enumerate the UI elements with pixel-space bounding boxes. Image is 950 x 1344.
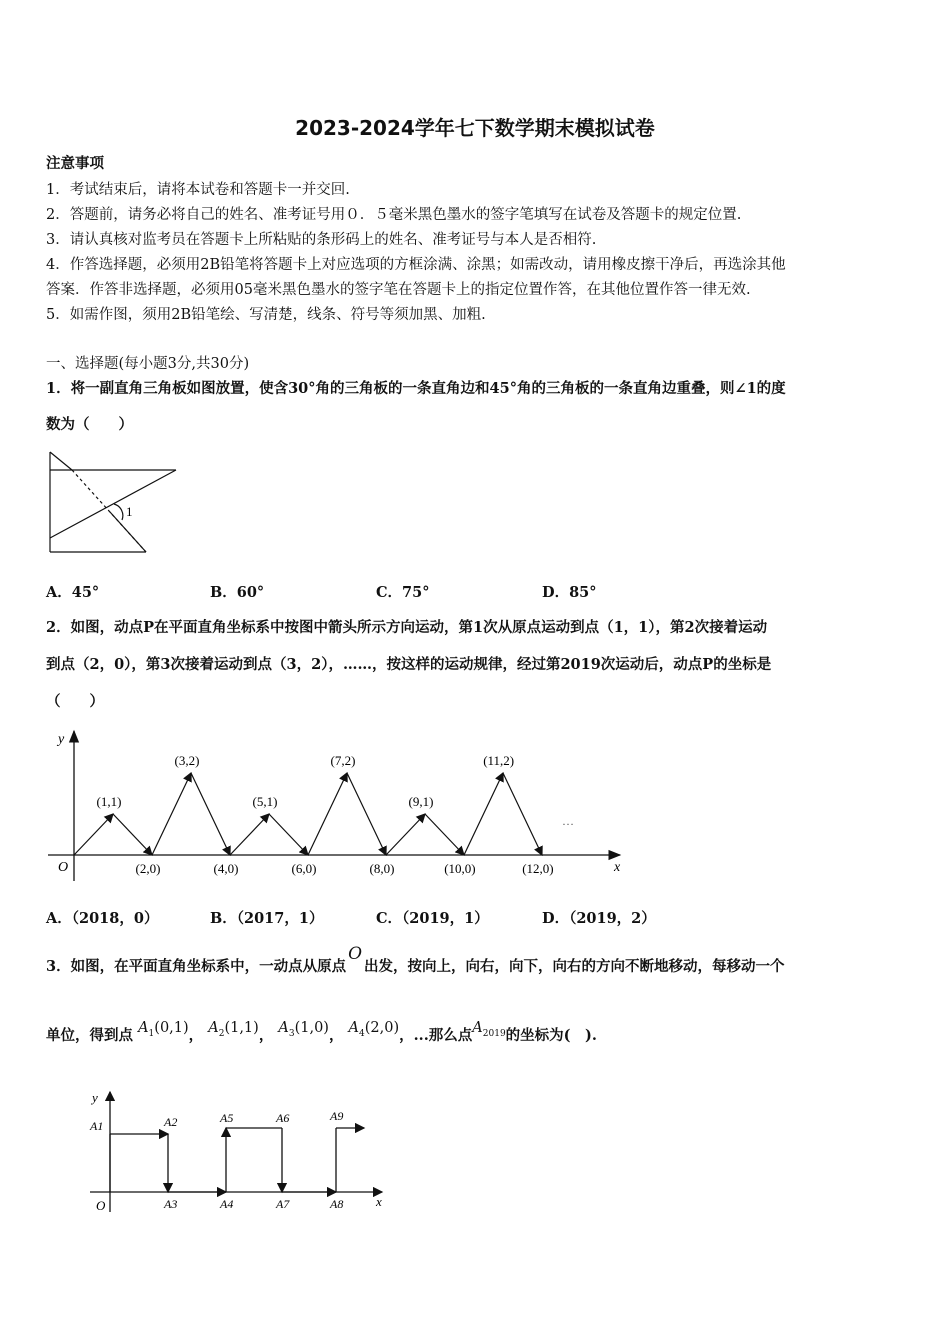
x-axis-label: x <box>614 860 621 875</box>
point-labels <box>97 753 554 876</box>
option-a[interactable]: A．45° <box>46 584 100 601</box>
point-label: (4,0) <box>213 861 239 876</box>
point-a2019: $A_{2019}$ <box>472 1020 506 1039</box>
q1-text: 数为（ ） <box>46 416 133 433</box>
section-heading: 一、选择题(每小题3分,共30分) <box>46 356 250 372</box>
point-label: (9,1) <box>408 794 434 809</box>
option-c[interactable]: C．（2019，1） <box>376 910 489 927</box>
q3-text: 单位，得到点 $A_1(0,1)$， $A_2(1,1)$， $A_3(1,0)$， $A_4(2,0)$，...那么点$A_{2019}$的坐标为( ). <box>46 1020 597 1044</box>
option-c[interactable]: C．75° <box>376 584 430 601</box>
label-a7: A7 <box>276 1197 290 1211</box>
option-d[interactable]: D．（2019，2） <box>542 910 656 927</box>
notice-line: 5．如需作图，须用2B铅笔绘、写清楚，线条、符号等须加黑、加粗. <box>46 307 486 323</box>
point-label: (8,0) <box>369 861 395 876</box>
q2-zigzag-chart <box>44 725 634 887</box>
notice-line: 3．请认真核对监考员在答题卡上所粘贴的条形码上的姓名、准考证号与本人是否相符. <box>46 232 597 248</box>
label-a2: A2 <box>164 1115 178 1129</box>
point-label: (12,0) <box>522 861 554 876</box>
q3-text-part: 单位，得到点 <box>46 1027 133 1044</box>
q1-triangle-figure <box>44 448 184 558</box>
q2-text: 到点（2，0），第3次接着运动到点（3，2），……，按这样的运动规律，经过第2019次运动后，动点P的坐标是 <box>46 656 772 673</box>
page-title: 2023-2024学年七下数学期末模拟试卷 <box>295 116 655 140</box>
option-d[interactable]: D．85° <box>542 584 597 601</box>
label-a9: A9 <box>330 1109 344 1123</box>
notice-heading: 注意事项 <box>46 155 104 172</box>
point-label: (3,2) <box>174 753 200 768</box>
option-b[interactable]: B．60° <box>210 584 265 601</box>
option-a[interactable]: A．（2018，0） <box>46 910 159 927</box>
label-a1: A1 <box>90 1119 104 1133</box>
angle-label: 1 <box>126 504 133 519</box>
origin-label: O <box>58 860 69 875</box>
path-segment <box>347 773 386 855</box>
label-a6: A6 <box>276 1111 290 1125</box>
point-label: (7,2) <box>330 753 356 768</box>
path-segment <box>152 773 191 855</box>
option-b[interactable]: B．（2017，1） <box>210 910 324 927</box>
origin-symbol: O <box>348 944 363 964</box>
q2-text: （ ） <box>46 693 104 710</box>
q3-text <box>46 944 785 976</box>
path-segment <box>386 814 425 855</box>
point-label: (5,1) <box>252 794 278 809</box>
point-label: (11,2) <box>483 753 515 768</box>
y-axis-label: y <box>58 732 65 747</box>
path-segment <box>308 773 347 855</box>
path-segment <box>74 814 113 855</box>
path-segment <box>113 814 152 855</box>
path-segment <box>503 773 542 855</box>
point-label: (2,0) <box>135 861 161 876</box>
figure-line <box>50 470 176 538</box>
label-a4: A4 <box>220 1197 234 1211</box>
q3-text-part: ，...那么点 <box>399 1027 473 1044</box>
q3-text-part: 出发，按向上，向右，向下，向右的方向不断地移动，每移动一个 <box>364 958 785 975</box>
q3-step-figure <box>84 1086 394 1216</box>
point-a3: $A_3(1,0)$ <box>278 1020 329 1039</box>
q3-text-part: 的坐标为( ). <box>505 1027 597 1044</box>
label-a5: A5 <box>220 1111 234 1125</box>
x-axis-label: x <box>376 1194 382 1209</box>
path-segment <box>269 814 308 855</box>
ellipsis: … <box>562 814 574 828</box>
point-a2: $A_2(1,1)$ <box>208 1020 259 1039</box>
label-a8: A8 <box>330 1197 344 1211</box>
point-label: (10,0) <box>444 861 476 876</box>
path-segment <box>191 773 230 855</box>
point-a1: $A_1(0,1)$ <box>138 1020 189 1039</box>
y-axis-label: y <box>92 1090 98 1105</box>
path-segment <box>464 773 503 855</box>
point-label: (1,1) <box>96 794 122 809</box>
origin-label: O <box>96 1198 106 1213</box>
notice-line: 1．考试结束后，请将本试卷和答题卡一并交回. <box>46 182 350 198</box>
path-segments <box>74 773 542 855</box>
point-label: (6,0) <box>291 861 317 876</box>
q3-text-part: 3．如图，在平面直角坐标系中，一动点从原点 <box>46 958 347 975</box>
notice-line: 2．答题前，请务必将自己的姓名、准考证号用０．５毫米黑色墨水的签字笔填写在试卷及答题卡的规定位置. <box>46 207 742 223</box>
path-segment <box>425 814 464 855</box>
q1-text: 1．将一副直角三角板如图放置，使含30°角的三角板的一条直角边和45°角的三角板的一条直角边重叠，则∠1的度 <box>46 380 786 397</box>
label-a3: A3 <box>164 1197 178 1211</box>
path-segment <box>230 814 269 855</box>
notice-line: 答案．作答非选择题，必须用05毫米黑色墨水的签字笔在答题卡上的指定位置作答，在其他位置作答一律无效. <box>46 282 751 298</box>
point-a4: $A_4(2,0)$ <box>348 1020 400 1039</box>
q2-text: 2．如图，动点P在平面直角坐标系中按图中箭头所示方向运动，第1次从原点运动到点（1，1），第2次接着运动 <box>46 619 768 636</box>
notice-line: 4．作答选择题，必须用2B铅笔将答题卡上对应选项的方框涂满、涂黑；如需改动，请用橡皮擦干净后，再选涂其他 <box>46 257 786 273</box>
figure-line <box>50 452 72 470</box>
